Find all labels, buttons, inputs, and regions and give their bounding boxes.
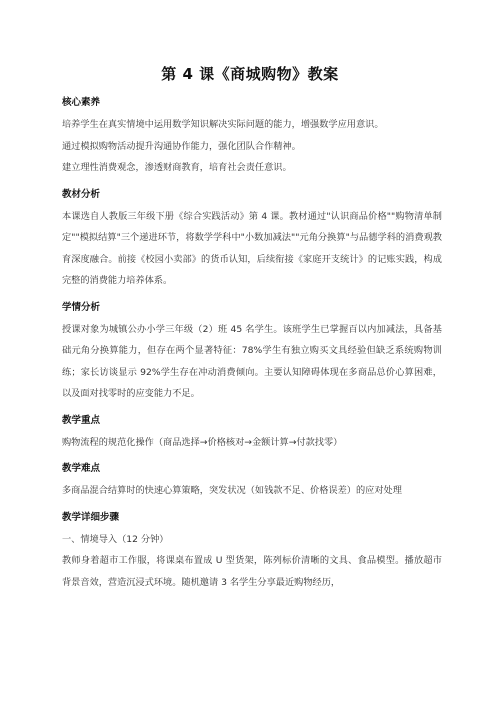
section-difficulties bbox=[62, 458, 442, 502]
paragraph: 授课对象为城镇公办小学三年级（2）班 45 名学生。该班学生已掌握百以内加减法，具备基础元角分换算能力，但存在两个显著特征：78%学生有独立购买文具经验但缺乏系统购物训练；家长访谈显示 92%学生存在冲动消费倾向。主要认知障碍体现在多商品总价心算困难，以及面对找零时的应变能力不足。 bbox=[62, 323, 442, 399]
paragraph: 本课选自人教版三年级下册《综合实践活动》第 4 课。教材通过"认识商品价格""购物清单制定""模拟结算"三个递进环节，将数学学科中"小数加减法""元角分换算"与品德学科的消费观教育深度融合。前接《校园小卖部》的货币认知，后续衔接《家庭开支统计》的记账实践，构成完整的消费能力培养体系。 bbox=[62, 210, 442, 286]
paragraph: 培养学生在真实情境中运用数学知识解决实际问题的能力，增强数学应用意识。 bbox=[62, 119, 384, 130]
section-heading: 教学详细步骤 bbox=[62, 511, 120, 523]
paragraph: 通过模拟购物活动提升沟通协作能力，强化团队合作精神。 bbox=[62, 140, 301, 152]
paragraph: 教师身着超市工作服，将课桌布置成 U 型货架，陈列标价清晰的文具、食品模型。播放超市背景音效，营造沉浸式环境。随机邀请 3 名学生分享最近购物经历， bbox=[62, 555, 442, 588]
section-textbook-analysis bbox=[62, 184, 442, 292]
section-key-points bbox=[62, 410, 442, 454]
section-teaching-steps bbox=[62, 507, 442, 594]
document-body bbox=[62, 92, 442, 593]
section-heading: 教材分析 bbox=[62, 188, 101, 200]
section-heading: 教学难点 bbox=[62, 463, 101, 474]
step-heading: 一、情境导入（12 分钟） bbox=[62, 533, 169, 545]
page-title: 第 4 课《商城购物》教案 bbox=[161, 65, 339, 83]
paragraph: 多商品混合结算时的快速心算策略，突发状况（如钱款不足、价格误差）的应对处理 bbox=[62, 485, 402, 496]
section-heading: 教学重点 bbox=[62, 414, 101, 426]
section-student-analysis bbox=[62, 297, 442, 405]
paragraph: 购物流程的规范化操作（商品选择→价格核对→金额计算→付款找零） bbox=[62, 436, 343, 448]
section-heading: 学情分析 bbox=[62, 301, 101, 313]
paragraph: 建立理性消费观念，渗透财商教育，培育社会责任意识。 bbox=[62, 162, 292, 173]
section-core-literacy bbox=[62, 92, 442, 179]
section-heading: 核心素养 bbox=[62, 97, 101, 108]
